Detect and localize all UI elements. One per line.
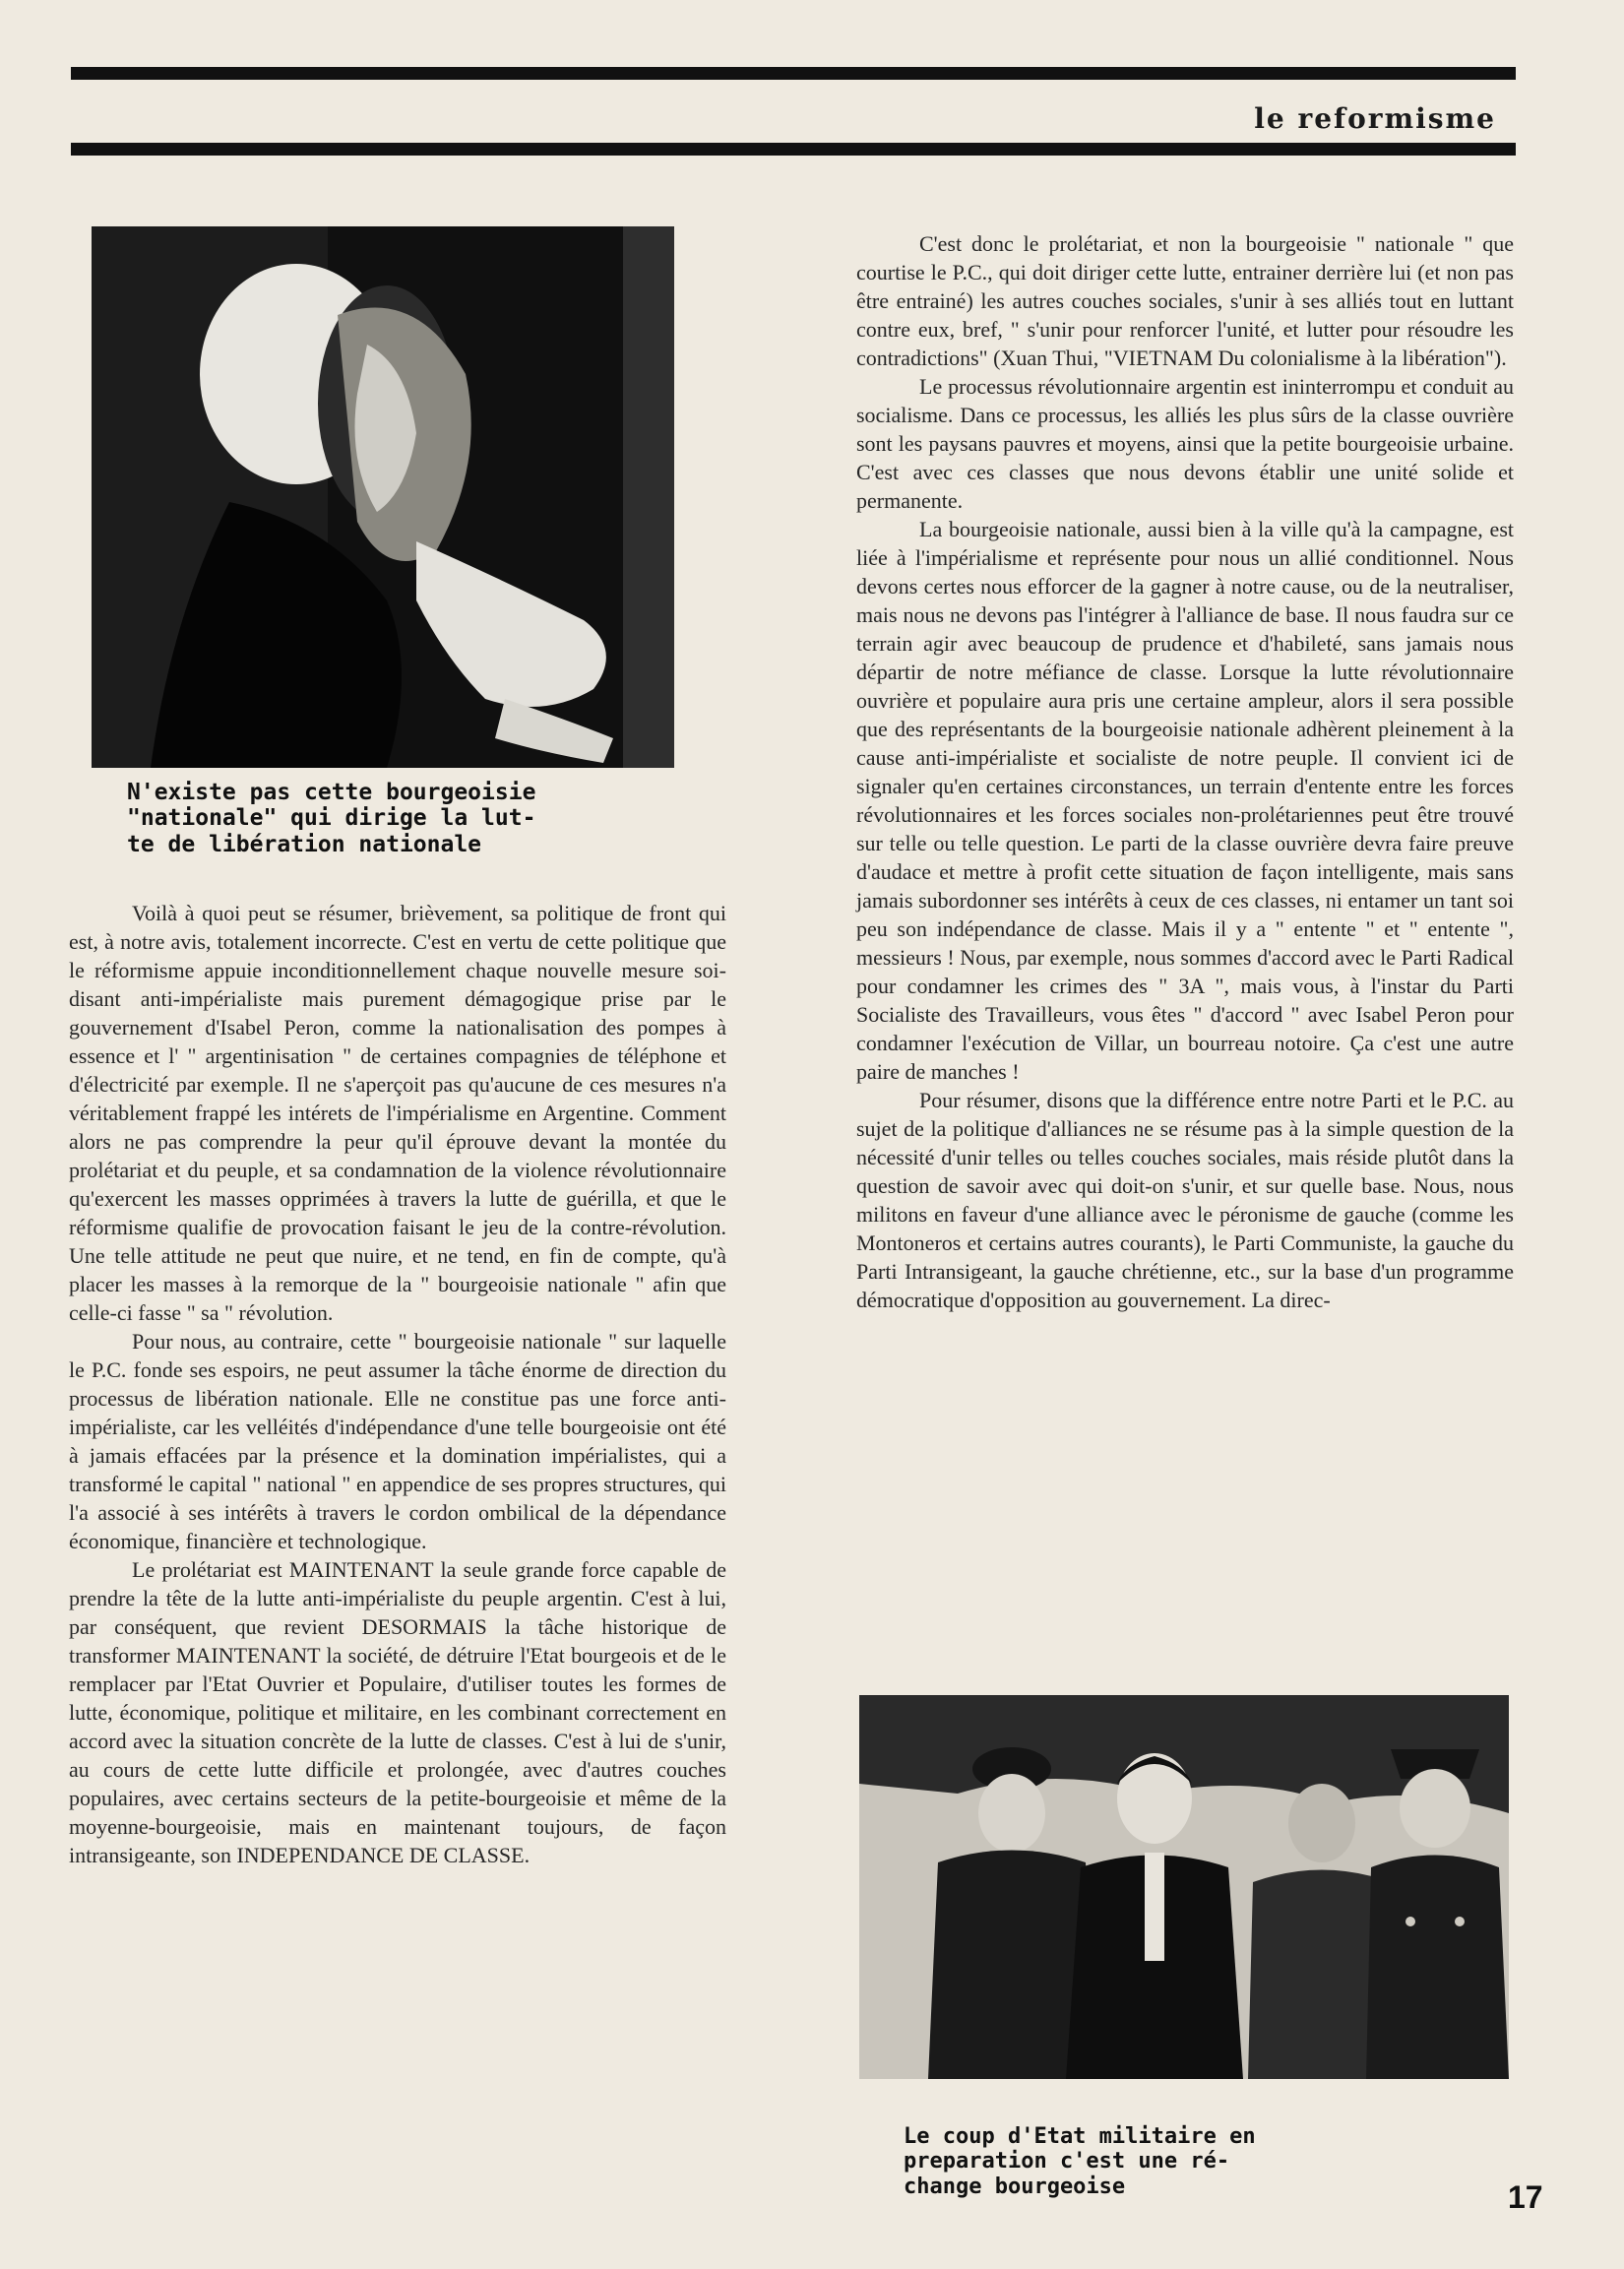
paragraph: La bourgeoisie nationale, aussi bien à la ville qu'à la campagne, est liée à l'impérialisme et représente pour nous un allié conditionnel. Nous devons certes nous efforcer de la gagner à notre cause, ou de la neutraliser, mais nous ne devons pas l'intégrer à l'alliance de base. Il nous faudra sur ce terrain agir avec beaucoup de prudence et d'habileté, sans jamais nous départir de notre méfiance de classe. Lorsque la lutte révolutionnaire ouvrière et populaire aura pris une certaine ampleur, alors il sera possible que des représentants de la bourgeoisie nationale adhèrent pleinement à la cause anti-impérialiste et socialiste de notre peuple. Il convient ici de signaler qu'en certaines circonstances, un terrain d'entente entre les forces révolutionnaires et les forces sociales non-prolétariennes peut être trouvé sur telle ou telle question. Le parti de la classe ouvrière devra faire preuve d'audace et mettre à profit cette situation de façon intelligente, mais sans jamais subordonner ses intérêts à ceux de ces classes, ni entamer un tant soi peu son indépendance de classe. Mais il y a " entente " et " entente ", messieurs ! Nous, par exemple, nous sommes d'accord avec le Parti Radical pour condamner les crimes des " 3A ", mais vous, à l'instar du Parti Socialiste des Travailleurs, vous êtes " d'accord " avec Isabel Peron pour condamner l'exécution de Villar, un bourreau notoire. Ça c'est une autre paire de manches !: [856, 517, 1514, 1084]
header-rule-bottom: [71, 143, 1516, 156]
paragraph: Voilà à quoi peut se résumer, brièvement, sa politique de front qui est, à notre avis, totalement incorrecte. C'est en vertu de cette politique que le réformisme appuie inconditionnellement chaque nouvelle mesure soi-disant anti-impérialiste mais purement démagogique prise par le gouvernement d'Isabel Peron, comme la nationalisation des pompes à essence et l' " argentinisation " de certaines compagnies de téléphone et d'électricité par exemple. Il ne s'aperçoit pas qu'aucune de ces mesures n'a véritablement frappé les intérets de l'impérialisme en Argentine. Comment alors ne pas comprendre la peur qu'il éprouve devant la montée du prolétariat et du peuple, et sa condamnation de la violence révolutionnaire qu'exercent les masses opprimées à travers la lutte de guérilla, et que le réformisme qualifie de provocation faisant le jeu de la contre-révolution. Une telle attitude ne peut que nuire, et ne tend, en fin de compte, qu'à placer les masses à la remorque de la " bourgeoisie nationale " afin que celle-ci fasse " sa " révolution.: [69, 901, 726, 1325]
group-image: [859, 1695, 1509, 2079]
header-rule-top: [71, 67, 1516, 80]
paragraph: Pour nous, au contraire, cette " bourgeoisie nationale " sur laquelle le P.C. fonde ses espoirs, ne peut assumer la tâche énorme de direction du processus de libération nationale. Elle ne constitue pas une force anti-impérialiste, car les velléités d'indépendance d'une telle bourgeoisie ont été à jamais effacées par la présence et la domination impérialistes, qui a transformé le capital " national " en appendice de ses propres structures, qui l'a associé à ses intérêts à travers le cordon ombilical de la dépendance économique, financière et technologique.: [69, 1329, 726, 1553]
article-column-right: [856, 229, 1514, 1314]
photo-caption-right: Le coup d'Etat militaire en preparation c'est une ré- change bourgeoise: [904, 2124, 1256, 2199]
portrait-image: [92, 226, 674, 768]
article-column-left: [69, 899, 726, 1869]
section-title: le reformisme: [1254, 102, 1496, 135]
paragraph: Le processus révolutionnaire argentin est ininterrompu et conduit au socialisme. Dans ce processus, les alliés les plus sûrs de la classe ouvrière sont les paysans pauvres et moyens, ainsi que la petite bourgeoisie urbaine. C'est avec ces classes que nous devons établir une unité solide et permanente.: [856, 374, 1514, 513]
paragraph: C'est donc le prolétariat, et non la bourgeoisie " nationale " que courtise le P.C., qui doit diriger cette lutte, entrainer derrière lui (et non pas être entrainé) les autres couches sociales, s'unir à ses alliés tout en luttant contre eux, bref, " s'unir pour renforcer l'unité, et lutter pour résoudre les contradictions" (Xuan Thui, "VIETNAM Du colonialisme à la libération").: [856, 231, 1514, 370]
photo-military-group: [859, 1695, 1509, 2079]
paragraph: Pour résumer, disons que la différence entre notre Parti et le P.C. au sujet de la politique d'alliances ne se résume pas à la simple question de la nécessité d'unir telles ou telles couches sociales, mais réside plutôt dans la question de savoir avec qui doit-on s'unir, et sur quelle base. Nous, nous militons en faveur d'une alliance avec le péronisme de gauche (comme les Montoneros et certains autres courants), le Parti Communiste, la gauche du Parti Intransigeant, la gauche chrétienne, etc., sur la base d'un programme démocratique d'opposition au gouvernement. La direc-: [856, 1088, 1514, 1312]
paragraph: Le prolétariat est MAINTENANT la seule grande force capable de prendre la tête de la lutte anti-impérialiste du peuple argentin. C'est à lui, par conséquent, que revient DESORMAIS la tâche historique de transformer MAINTENANT la société, de détruire l'Etat bourgeois et de le remplacer par l'Etat Ouvrier et Populaire, d'utiliser toutes les formes de lutte, économique, politique et militaire, en les combinant correctement en accord avec la situation concrète de la lutte de classes. C'est à lui de s'unir, au cours de cette lutte difficile et prolongée, avec d'autres couches populaires, avec certains secteurs de la petite-bourgeoisie et même de la moyenne-bourgeoisie, mais en maintenant toujours, de façon intransigeante, son INDEPENDANCE DE CLASSE.: [69, 1557, 726, 1867]
photo-caption-left: N'existe pas cette bourgeoisie "nationale" qui dirige la lut- te de libération nationale: [127, 780, 536, 857]
page-number: 17: [1508, 2179, 1543, 2215]
photo-portrait: [92, 226, 674, 768]
